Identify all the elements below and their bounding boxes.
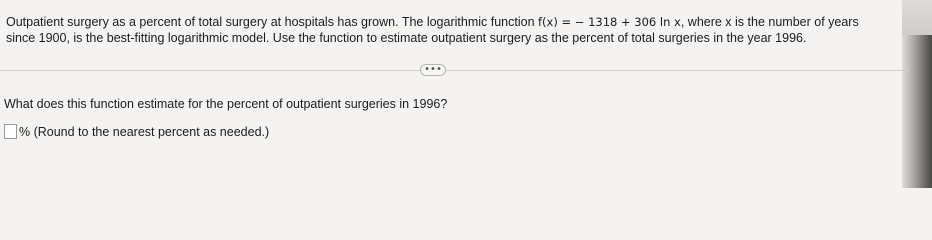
problem-text-before: Outpatient surgery as a percent of total surgery at hospitals has grown. The logarithmic function [6, 15, 538, 29]
photo-edge-shadow [902, 35, 932, 188]
problem-statement [6, 14, 886, 46]
problem-text-after: , where x is the number of years since 1900, is the best-fitting logarithmic model. Use the function to estimate outpatient surgery as the percent of total surgeries in the year 1996. [6, 15, 859, 45]
answer-suffix: % (Round to the nearest percent as needed.) [19, 124, 270, 139]
function-expression: f(x) = − 1318 + 306 ln x [538, 15, 681, 29]
question-text: What does this function estimate for the percent of outpatient surgeries in 1996? [4, 97, 448, 111]
answer-input[interactable] [4, 124, 17, 139]
photo-edge-top [902, 0, 932, 35]
expand-more-button[interactable]: ••• [420, 64, 446, 76]
section-divider [0, 70, 910, 71]
answer-row [4, 124, 269, 139]
